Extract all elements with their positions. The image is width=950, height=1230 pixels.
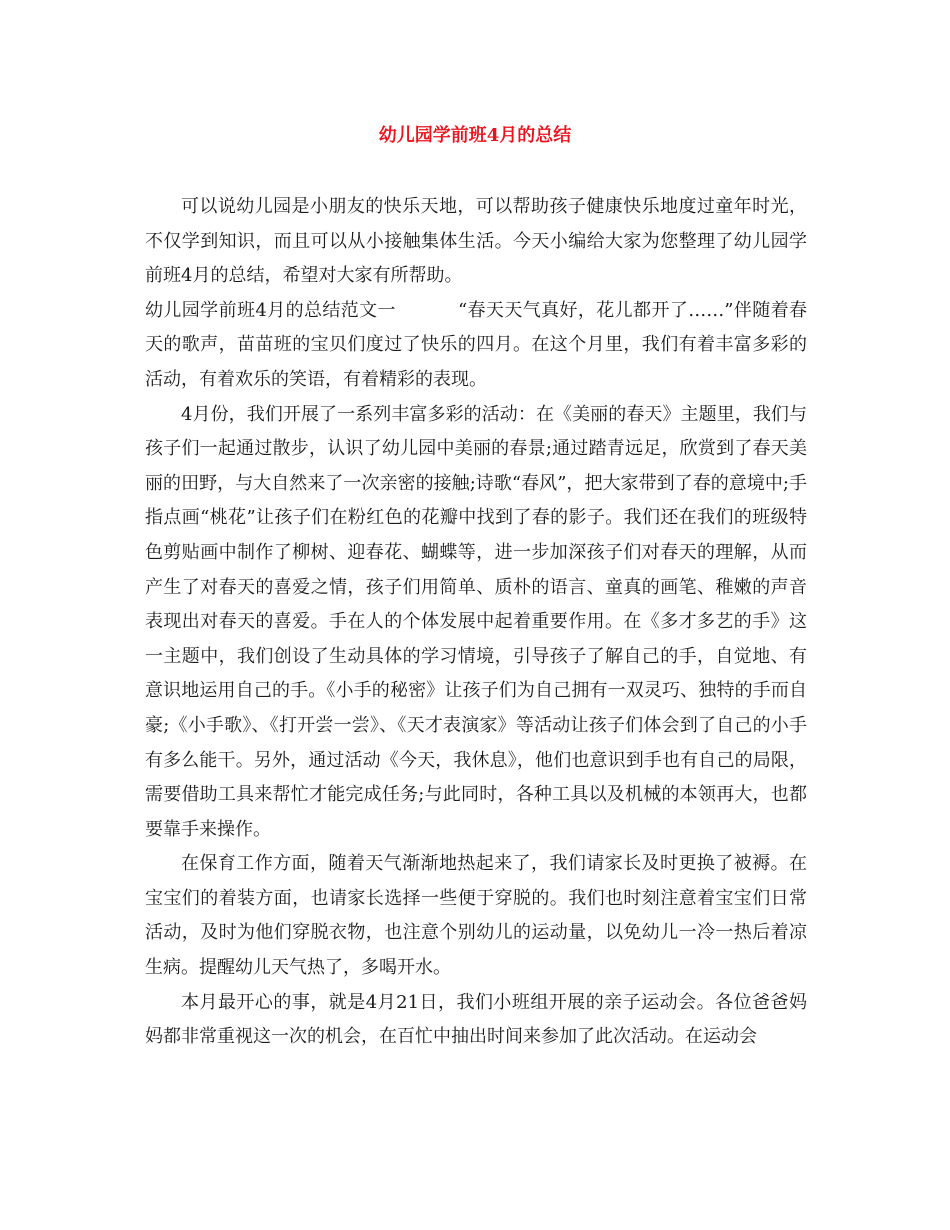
sample-lead-text: “春天天气真好，花儿都开了……”伴随着春天的歌声，苗苗班的宝贝们度过了快乐的四月。在这个月里，我们有着丰富多彩的活动，有着欢乐的笑语，有着精彩的表现。 [145, 299, 807, 390]
intro-paragraph: 可以说幼儿园是小朋友的快乐天地，可以帮助孩子健康快乐地度过童年时光，不仅学到知识，而且可以从小接触集体生活。今天小编给大家为您整理了幼儿园学前班4月的总结，希望对大家有所帮助。 [145, 196, 807, 287]
document-body [145, 190, 807, 1055]
sample-paragraph [145, 294, 807, 398]
sample-heading: 幼儿园学前班4月的总结范文一 [145, 299, 396, 321]
body-paragraph-care: 在保育工作方面，随着天气渐渐地热起来了，我们请家长及时更换了被褥。在宝宝们的着装方面，也请家长选择一些便于穿脱的。我们也时刻注意着宝宝们日常活动，及时为他们穿脱衣物，也注意个别幼儿的运动量，以免幼儿一冷一热后着凉生病。提醒幼儿天气热了，多喝开水。 [145, 853, 807, 979]
document-title: 幼儿园学前班4月的总结 [378, 125, 572, 146]
body-paragraph-sports: 本月最开心的事，就是4月21日，我们小班组开展的亲子运动会。各位爸爸妈妈都非常重视这一次的机会，在百忙中抽出时间来参加了此次活动。在运动会 [145, 991, 807, 1048]
body-paragraph-activities: 4月份，我们开展了一系列丰富多彩的活动：在《美丽的春天》主题里，我们与孩子们一起通过散步，认识了幼儿园中美丽的春景;通过踏青远足，欣赏到了春天美丽的田野，与大自然来了一次亲密的接触;诗歌“春风”，把大家带到了春的意境中;手指点画“桃花”让孩子们在粉红色的花瓣中找到了春的影子。我们还在我们的班级特色剪贴画中制作了柳树、迎春花、蝴蝶等，进一步加深孩子们对春天的理解，从而产生了对春天的喜爱之情，孩子们用简单、质朴的语言、童真的画笔、稚嫩的声音表现出对春天的喜爱。手在人的个体发展中起着重要作用。在《多才多艺的手》这一主题中，我们创设了生动具体的学习情境，引导孩子了解自己的手，自觉地、有意识地运用自己的手。《小手的秘密》让孩子们为自己拥有一双灵巧、独特的手而自豪;《小手歌》、《打开尝一尝》、《天才表演家》等活动让孩子们体会到了自己的小手有多么能干。另外，通过活动《今天，我休息》，他们也意识到手也有自己的局限，需要借助工具来帮忙才能完成任务;与此同时，各种工具以及机械的本领再大，也都要靠手来操作。 [145, 403, 807, 840]
